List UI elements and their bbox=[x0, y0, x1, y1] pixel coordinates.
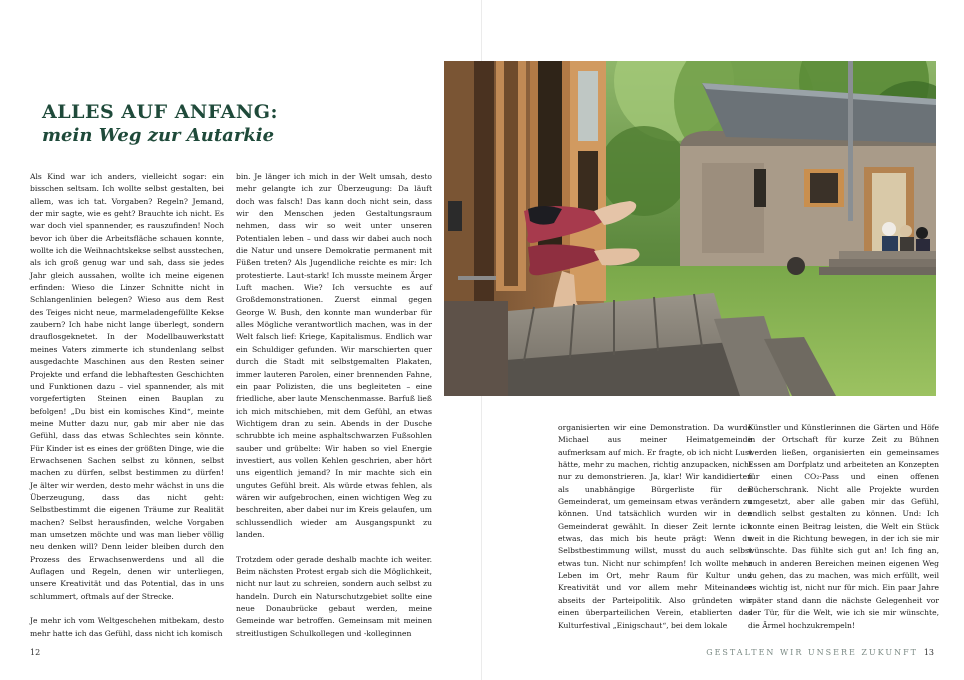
paragraph: Als Kind war ich anders, vielleicht sogar: ein bisschen seltsam. Ich wollte selbst gestalten, bei allem, was ich tat. Vorgaben? Regeln? Jemand, der mir sagte, wie es geht? Brauchte ich nicht. Es war doch viel spannender, es rauszufinden! Noch bevor ich über die Arbeitsfläche schauen konnte, wollte ich die Weihnachtskekse selbst ausstechen, als ich groß genug war und sah, dass sie jedes Jahr gleich aussahen, wollte ich meine eigenen erfinden: Wieso die Linzer Schnitte nicht in Schlangenlinien belegen? Wieso aus dem Rest des Teiges nicht neue, marmeladengefüllte Kekse zaubern? Ich habe nicht lange überlegt, sondern drauflosgeknetet. In der Modellbauwerkstatt meines Vaters zimmerte ich stundenlang selbst ausgedachte Maschinen aus den Resten seiner Projekte und erfand die lebhaftesten Geschichten und Funktionen dazu – viel spannender, als mit vorgefertigten Steinen einen Bauplan zu befolgen! „Du bist ein komisches Kind“, meinte meine Mutter dazu nur, gab mir aber nie das Gefühl, dass das etwas Schlechtes sein könnte. Für Kinder ist es eines der größten Dinge, wie die Erwachsenen Sachen selbst zu können, selbst machen zu dürfen, selbst bestimmen zu dürfen! Je älter wir werden, desto mehr wächst in uns die Überzeugung, dass das nicht geht: Selbstbestimmt die eigenen Träume zur Realität machen? Selbst herausfinden, welche Vorgaben man umsetzen möchte und was man lieber völlig neu denken will? Denn leider bleiben durch den Prozess des Erwachsenwerdens und all die Auflagen und Regeln, denen wir unterliegen, unsere Kreativität und das Potential, das in uns schlummert, oftmals auf der Strecke. bbox=[30, 172, 224, 601]
paragraph: bin. Je länger ich mich in der Welt umsah, desto mehr gelangte ich zur Überzeugung: Da läuft doch was falsch! Das kann doch nicht sein, dass wir den Menschen jeden Gestaltungsraum nehmen, dass wir so weit unter unseren Potentialen leben – und dass wir dabei auch noch die Natur und unsere Demokratie permanent mit Füßen treten? Als Jugendliche reichte es mir: Ich protestierte. Laut-stark! Ich musste meinem Ärger Luft machen. Wie? Ich versuchte es auf Großdemonstrationen. Zuerst einmal gegen George W. Bush, den konnte man wunderbar für alles Mögliche verantwortlich machen, was in der Welt falsch lief: Kriege, Kapitalismus. Endlich war ein Schuldiger gefunden. Wir marschierten quer durch die Stadt mit selbstgemalten Plakaten, immer lauteren Parolen, einer brennenden Fahne, ein paar Polizisten, die uns begleiteten – eine friedliche, aber laute Menschenmasse. Barfuß ließ ich mich mitschieben, mit dem Gefühl, an etwas Wichtigem dran zu sein. Abends in der Dusche schrubbte ich meine asphaltschwarzen Fußsohlen sauber und grübelte: Wir haben so viel Energie investiert, aus vollen Kehlen geschrien, aber hört uns eigentlich jemand? In mir machte sich ein ungutes Gefühl breit. Als würde etwas fehlen, als wären wir aufgebrochen, einen wichtigen Weg zu beschreiten, aber dabei nur im Kreis gelaufen, um schlussendlich wieder am Ausgangspunkt zu landen. bbox=[236, 172, 432, 539]
page-number-left: 12 bbox=[30, 648, 41, 657]
page-number-right: 13 bbox=[923, 648, 934, 657]
running-head: GESTALTEN WIR UNSERE ZUKUNFT bbox=[706, 648, 918, 657]
chapter-title-line2: mein Weg zur Autarkie bbox=[42, 125, 275, 146]
paragraph: Je mehr ich vom Weltgeschehen mitbekam, desto mehr hatte ich das Gefühl, dass nicht ich komisch bbox=[30, 616, 224, 638]
right-page-column-2: Künstler und Künstlerinnen die Gärten und Höfe in der Ortschaft für kurze Zeit zu Bühnen werden ließen, organisierten ein gemeinsames Essen am Dorfplatz und arbeiteten an Konzepten für einen CO₂-Pass und einen offenen Bücherschrank. Nicht alle Projekte wurden umgesetzt, aber alle gaben mir das Gefühl, endlich selbst gestalten zu können. Und: Ich konnte einen Beitrag leisten, die Welt ein Stück weit in die Richtung bewegen, in der ich sie mir wünschte. Das fühlte sich gut an! Ich fing an, auch in anderen Bereichen meinen eigenen Weg zu gehen, das zu machen, was mich erfüllt, weil es wichtig ist, nicht nur für mich. Ein paar Jahre später stand dann die nächste Gelegenheit vor der Tür, für die Welt, wie ich sie mir wünschte, die Ärmel hochzukrempeln! bbox=[748, 423, 939, 630]
chapter-title bbox=[42, 100, 442, 148]
left-page-column-2 bbox=[236, 171, 432, 640]
feature-photo bbox=[444, 61, 936, 396]
chapter-title-line1: ALLES AUF ANFANG: bbox=[42, 101, 279, 123]
paragraph: Trotzdem oder gerade deshalb machte ich weiter. Beim nächsten Protest ergab sich die Möglichkeit, nicht nur laut zu schreien, sondern auch selbst zu handeln. Durch ein Naturschutzgebiet sollte eine neue Donaubrücke gebaut werden, meine Gemeinde war betroffen. Gemeinsam mit meinen streitlustigen Schulkollegen und -kolleginnen bbox=[236, 554, 432, 638]
left-page-column-1 bbox=[30, 171, 224, 640]
right-page-column-1: organisierten wir eine Demonstration. Da wurde Michael aus meiner Heimatgemeinde aufmerksam auf mich. Er fragte, ob ich nicht Lust hätte, mehr zu machen, richtig anzupacken, nicht nur zu demonstrieren. Ja, klar! Wir kandidierten als unabhängige Bürgerliste für den Gemeinderat, um gemeinsam etwas verändern zu können. Und tatsächlich wurden wir in den Gemeinderat gewählt. In dieser Zeit lernte ich etwas, das mich bis heute prägt: Wenn du Selbstbestimmung willst, musst du auch selbst etwas tun. Nicht nur schimpfen! Ich wollte mehr Leben im Ort, mehr Raum für Kultur und Kreativität und vor allem mehr Miteinander abseits der Parteipolitik. Also gründeten wir einen überparteilichen Verein, etablierten das Kulturfestival „Einigschaut“, bei dem lokale bbox=[558, 423, 752, 630]
